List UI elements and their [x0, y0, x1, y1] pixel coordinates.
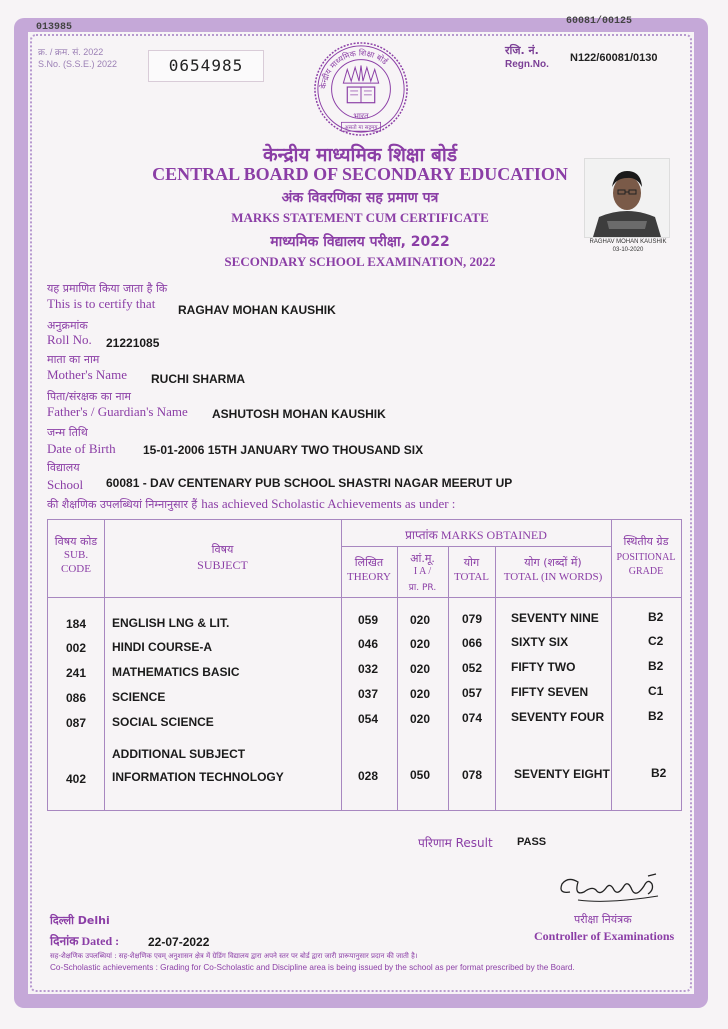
serial-top-right: 60081/00125	[566, 16, 633, 27]
cell-subject: INFORMATION TECHNOLOGY	[112, 770, 284, 784]
cell-subject: HINDI COURSE-A	[112, 640, 213, 654]
cell-words: SEVENTY EIGHT	[514, 767, 610, 781]
cell-ia: 020	[410, 662, 431, 676]
regn-label-hi: रजि. नं.	[505, 44, 539, 57]
cell-subject: MATHEMATICS BASIC	[112, 665, 240, 679]
cell-theory: 054	[358, 712, 379, 726]
header-marks-group: प्राप्तांक MARKS OBTAINED	[405, 528, 547, 542]
cell-total: 066	[462, 636, 483, 650]
header-code-hi: विषय कोड	[54, 535, 98, 548]
cell-grade: B2	[651, 766, 667, 780]
small-id-line1: क्र. / क्रम. सं. 2022	[38, 47, 104, 57]
dob-label-hi: जन्म तिथि	[47, 426, 88, 439]
cell-words: SEVENTY FOUR	[511, 710, 605, 724]
small-id	[38, 46, 117, 70]
header-total-hi: योग	[463, 556, 480, 569]
cell-theory: 046	[358, 637, 379, 651]
board-title-en: CENTRAL BOARD OF SECONDARY EDUCATION	[152, 164, 568, 184]
emblem-bottom-text: भारत	[353, 111, 369, 121]
regn-number: N122/60081/0130	[570, 52, 658, 64]
photo-caption-name: RAGHAV MOHAN KAUSHIK	[589, 239, 667, 245]
achievement-text-hi: की शैक्षणिक उपलब्धियां निम्नानुसार हैं	[47, 498, 198, 511]
cell-ia: 050	[410, 768, 431, 782]
cell-subject: SOCIAL SCIENCE	[112, 715, 214, 729]
col-divider	[495, 547, 496, 810]
cell-ia: 020	[410, 637, 431, 651]
photo-caption-date: 03-10-2020	[612, 247, 644, 253]
certify-label-en: This is to certify that	[47, 296, 156, 311]
cell-grade: C2	[648, 634, 664, 648]
dated-label: दिनांक Dated :	[50, 934, 120, 948]
cell-words: FIFTY TWO	[511, 660, 576, 674]
footnote-en: Co-Scholastic achievements : Grading for Co-Scholastic and Discipline area is being issued by the school as per format prescribed by the Board.	[50, 963, 575, 972]
cell-grade: B2	[648, 659, 664, 673]
header-grade-en2: GRADE	[628, 566, 664, 577]
regn-label-en: Regn.No.	[505, 59, 549, 70]
cell-total: 057	[462, 686, 483, 700]
mother-label-hi: माता का नाम	[47, 353, 100, 366]
roll-label-hi: अनुक्रमांक	[47, 319, 88, 332]
header-subject-hi: विषय	[211, 543, 234, 556]
header-theory-en: THEORY	[347, 571, 391, 583]
header-grade-en1: POSITIONAL	[616, 552, 676, 563]
cell-code: 184	[66, 617, 87, 631]
exam-title-hi: माध्यमिक विद्यालय परीक्षा, 2022	[270, 234, 450, 250]
cell-subject: ENGLISH LNG & LIT.	[112, 616, 230, 630]
cell-code: 002	[66, 641, 87, 655]
header-grade-hi: स्थितीय ग्रेड	[623, 535, 669, 548]
controller-label-en: Controller of Examinations	[534, 929, 675, 943]
dob-label-en: Date of Birth	[47, 441, 116, 456]
cell-code: 086	[66, 691, 87, 705]
cbse-emblem	[312, 40, 410, 138]
cell-theory: 032	[358, 662, 379, 676]
col-divider	[611, 520, 612, 810]
controller-label-hi: परीक्षा नियंत्रक	[574, 913, 632, 926]
additional-subject-label: ADDITIONAL SUBJECT	[112, 747, 246, 761]
date-of-birth: 15-01-2006 15TH JANUARY TWO THOUSAND SIX	[143, 443, 424, 457]
doc-title-hi: अंक विवरणिका सह प्रमाण पत्र	[281, 190, 439, 206]
achievement-text-en: has achieved Scholastic Achievements as under :	[201, 496, 456, 511]
header-ia-en: I A /	[413, 566, 432, 577]
header-code-en1: SUB.	[63, 549, 89, 561]
cell-grade: B2	[648, 610, 664, 624]
mother-name: RUCHI SHARMA	[151, 372, 245, 386]
father-label-hi: पिता/संरक्षक का नाम	[47, 390, 132, 403]
header-words-en: TOTAL (IN WORDS)	[503, 571, 603, 583]
mother-label-en: Mother's Name	[47, 367, 127, 382]
cell-theory: 028	[358, 769, 379, 783]
cell-theory: 059	[358, 613, 379, 627]
roll-label-en: Roll No.	[47, 332, 92, 347]
emblem-motto: असतो मा सद्गमय	[344, 125, 378, 132]
header-subject-en: SUBJECT	[197, 558, 248, 572]
col-divider	[448, 547, 449, 810]
header-code-en2: CODE	[61, 563, 91, 575]
cell-grade: B2	[648, 709, 664, 723]
cell-total: 052	[462, 661, 483, 675]
cell-words: SEVENTY NINE	[511, 611, 599, 625]
issue-city: दिल्ली Delhi	[50, 914, 110, 927]
cell-subject: SCIENCE	[112, 690, 166, 704]
header-ia-pr: प्रा. PR.	[408, 583, 437, 593]
certify-label-hi: यह प्रमाणित किया जाता है कि	[47, 282, 168, 295]
cell-code: 087	[66, 716, 87, 730]
header-words-hi: योग (शब्दों में)	[524, 556, 582, 569]
doc-title-en: MARKS STATEMENT CUM CERTIFICATE	[231, 210, 489, 225]
cell-code: 402	[66, 772, 87, 786]
cell-words: FIFTY SEVEN	[511, 685, 589, 699]
cell-words: SIXTY SIX	[511, 635, 569, 649]
cell-ia: 020	[410, 613, 431, 627]
cell-grade: C1	[648, 684, 664, 698]
header-theory-hi: लिखित	[354, 556, 384, 569]
issue-date: 22-07-2022	[148, 935, 210, 949]
cell-code: 241	[66, 666, 87, 680]
emblem-ring-text: केन्द्रीय माध्यमिक शिक्षा बोर्ड	[318, 48, 390, 90]
small-id-line2: S.No. (S.S.E.) 2022	[38, 59, 118, 69]
row-divider	[48, 597, 681, 598]
father-name: ASHUTOSH MOHAN KAUSHIK	[212, 407, 386, 421]
cell-total: 078	[462, 768, 483, 782]
achievement-line	[47, 495, 455, 513]
controller-signature	[548, 870, 678, 910]
certificate-number: 0654985	[148, 50, 264, 82]
school-label-hi: विद्यालय	[47, 461, 80, 474]
cell-total: 079	[462, 612, 483, 626]
cell-theory: 037	[358, 687, 379, 701]
school-name: 60081 - DAV CENTENARY PUB SCHOOL SHASTRI NAGAR MEERUT UP	[106, 476, 513, 490]
result-label: परिणाम Result	[418, 836, 493, 850]
student-photo	[584, 158, 670, 238]
cell-total: 074	[462, 711, 483, 725]
photo-caption	[578, 238, 678, 254]
result-value: PASS	[517, 836, 547, 848]
roll-number: 21221085	[106, 336, 160, 350]
cell-ia: 020	[410, 687, 431, 701]
marks-table	[47, 519, 682, 811]
student-name: RAGHAV MOHAN KAUSHIK	[178, 303, 336, 317]
footnote-hi: सह-शैक्षणिक उपलब्धियां : सह-शैक्षणिक एवम् अनुशासन क्षेत्र में ग्रेडिंग विद्यालय द्वारा अपने स्तर पर बोर्ड द्वारा जारी प्रारूपानुसार प्रदान की जाती है।	[50, 952, 418, 960]
board-title-hi: केन्द्रीय माध्यमिक शिक्षा बोर्ड	[263, 144, 457, 166]
cell-ia: 020	[410, 712, 431, 726]
regn-label	[505, 44, 549, 72]
row-divider	[341, 546, 611, 547]
father-label-en: Father's / Guardian's Name	[47, 404, 188, 419]
exam-title-en: SECONDARY SCHOOL EXAMINATION, 2022	[224, 254, 496, 269]
header-total-en: TOTAL	[454, 571, 489, 583]
serial-top-left: 013985	[36, 22, 73, 33]
school-label-en: School	[47, 477, 84, 492]
header-ia-hi: आं.मू.	[410, 552, 435, 565]
